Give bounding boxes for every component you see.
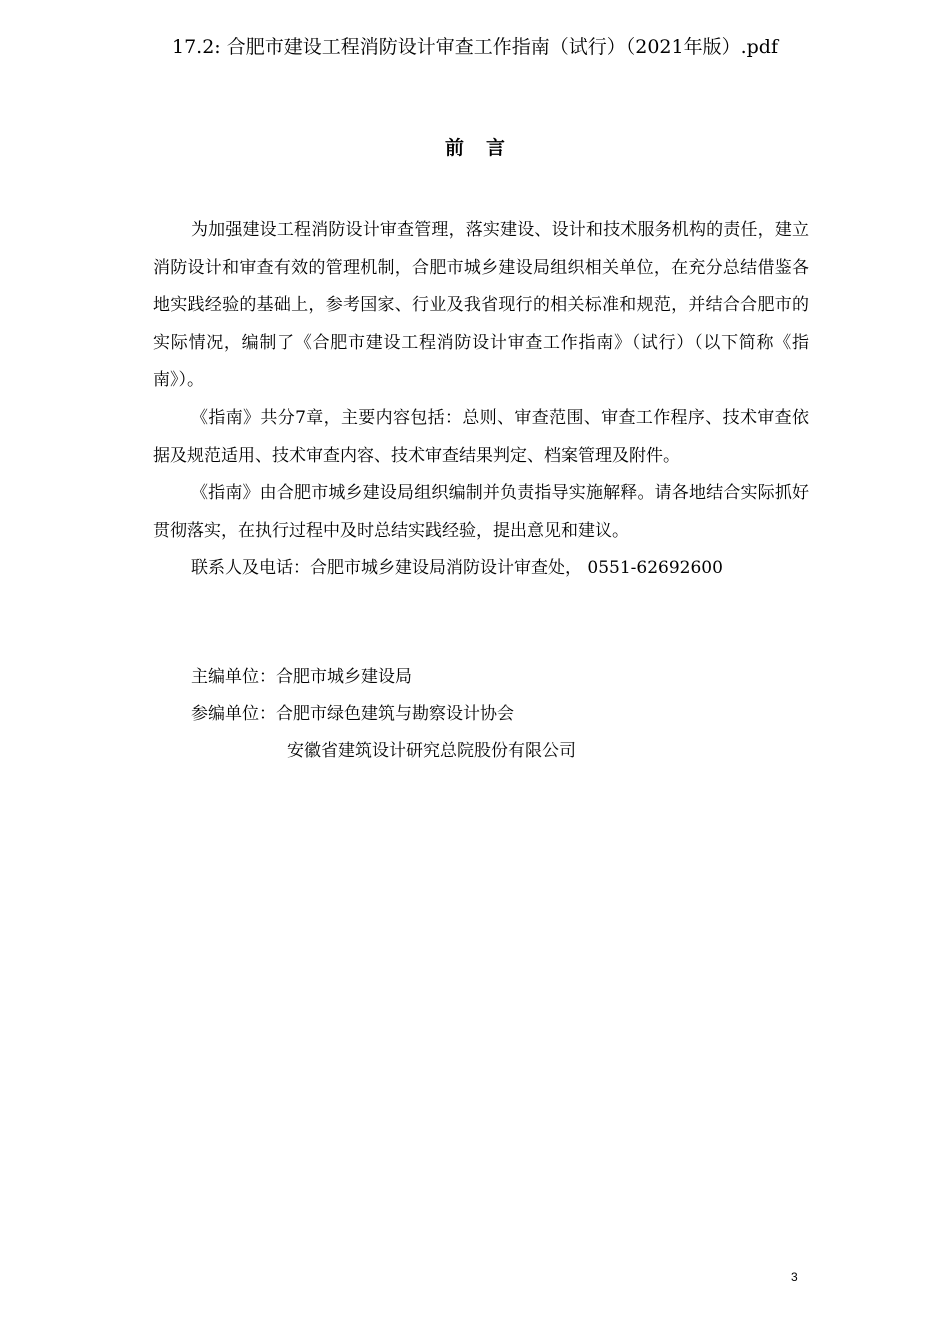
preface-paragraph-2: 《指南》共分7章，主要内容包括：总则、审查范围、审查工作程序、技术审查依据及规范适用、技术审查内容、技术审查结果判定、档案管理及附件。: [153, 407, 809, 466]
participating-editor-label: 参编单位：: [191, 704, 276, 724]
participating-editor-unit-1: 合肥市绿色建筑与勘察设计协会: [276, 704, 514, 724]
preface-paragraph-1: 为加强建设工程消防设计审查管理，落实建设、设计和技术服务机构的责任，建立消防设计和审查有效的管理机制，合肥市城乡建设局组织相关单位，在充分总结借鉴各地实践经验的基础上，参考国家、行业及我省现行的相关标准和规范，并结合合肥市的实际情况，编制了《合肥市建设工程消防设计审查工作指南》（试行）（以下简称《指南》）。: [153, 220, 809, 391]
document-file-title: 17.2: 合肥市建设工程消防设计审查工作指南（试行）（2021年版）.pdf: [172, 36, 778, 58]
chief-editor-label: 主编单位：: [191, 667, 276, 687]
chief-editor-unit: 合肥市城乡建设局: [276, 667, 412, 687]
preface-paragraph-3: 《指南》由合肥市城乡建设局组织编制并负责指导实施解释。请各地结合实际抓好贯彻落实，在执行过程中及时总结实践经验，提出意见和建议。: [153, 483, 809, 541]
participating-editor-unit-2: 安徽省建筑设计研究总院股份有限公司: [287, 741, 576, 761]
participating-editor-row-2: [191, 733, 576, 770]
participating-editor-row: [191, 696, 576, 733]
chief-editor-row: [191, 659, 576, 696]
preface-body: [153, 212, 809, 588]
page-title: 前言: [444, 137, 527, 159]
editing-units: [191, 659, 576, 770]
contact-line: 联系人及电话：合肥市城乡建设局消防设计审查处， 0551-62692600: [191, 558, 723, 579]
page-number: 3: [791, 1270, 798, 1284]
